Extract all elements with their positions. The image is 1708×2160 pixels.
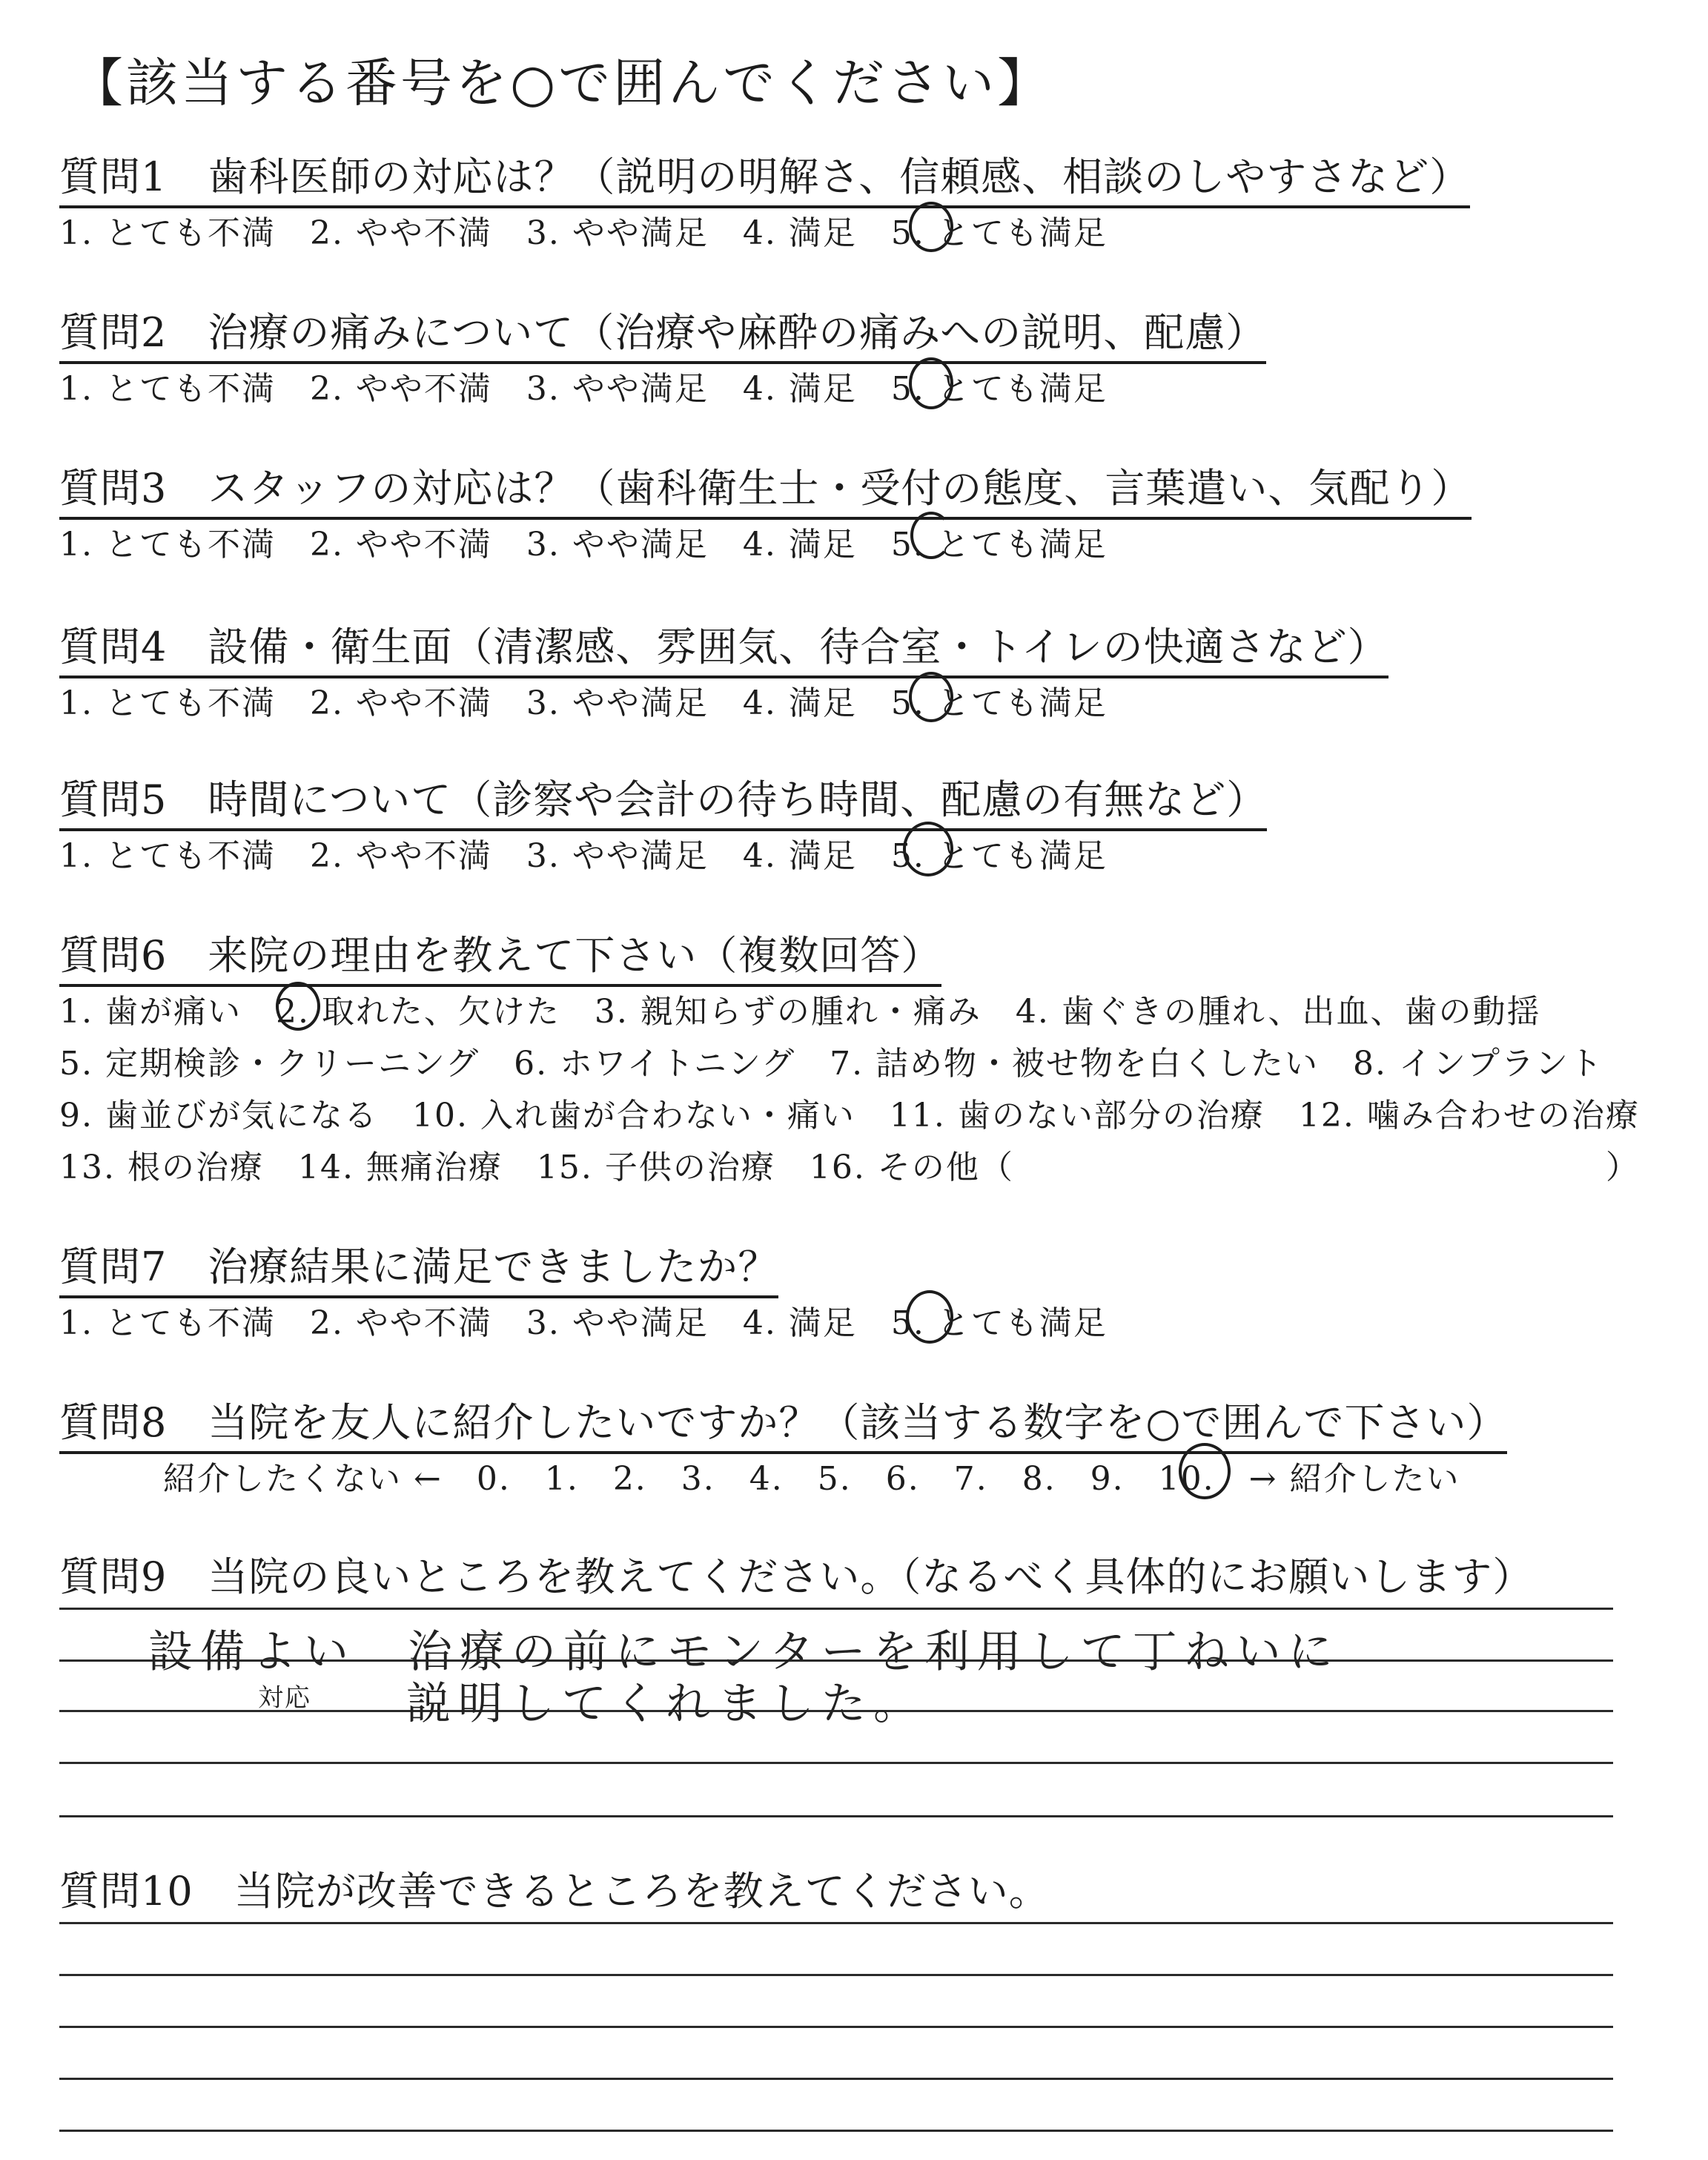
question-6-other-close: ）: [1606, 1149, 1640, 1186]
question-3-answer-circle: [910, 512, 952, 559]
question-7-options[interactable]: 1. とても不満 2. やや不満 3. やや満足 4. 満足 5. とても満足: [59, 1304, 1108, 1342]
question-2-options[interactable]: 1. とても不満 2. やや不満 3. やや満足 4. 満足 5. とても満足: [59, 370, 1108, 408]
question-3-options[interactable]: 1. とても不満 2. やや不満 3. やや満足 4. 満足 5. とても満足: [59, 526, 1108, 564]
question-9-text: 質問9 当院の良いところを教えてください。（なるべく具体的にお願いします）: [59, 1553, 1534, 1600]
question-8-answer-circle: [1179, 1443, 1231, 1499]
question-8-text: 質問8 当院を友人に紹介したいですか？（該当する数字を○で囲んで下さい）: [59, 1391, 1507, 1454]
question-1-text: 質問1 歯科医師の対応は？（説明の明解さ、信頼感、相談のしやすさなど）: [59, 145, 1470, 208]
question-1-answer-circle: [909, 202, 953, 252]
question-1-options[interactable]: 1. とても不満 2. やや不満 3. やや満足 4. 満足 5. とても満足: [59, 214, 1108, 252]
question-9-handwritten-line-1: 設備よい 治療の前にモンターを利用して丁ねいに: [148, 1626, 1340, 1678]
answer-line: [59, 2026, 1613, 2028]
question-6-text: 質問6 来院の理由を教えて下さい（複数回答）: [59, 924, 941, 987]
question-2-text: 質問2 治療の痛みについて（治療や麻酔の痛みへの説明、配慮）: [59, 301, 1266, 364]
question-7-answer-circle: [906, 1290, 953, 1344]
answer-line: [59, 1815, 1613, 1817]
question-6-line-1[interactable]: 1. 歯が痛い 2. 取れた、欠けた 3. 親知らずの腫れ・痛み 4. 歯ぐきの腫れ、出血、歯の動揺: [59, 993, 1541, 1031]
answer-line: [59, 1762, 1613, 1764]
question-5-text: 質問5 時間について（診察や会計の待ち時間、配慮の有無など）: [59, 768, 1267, 831]
answer-line: [59, 1608, 1613, 1610]
question-6-line-4[interactable]: 13. 根の治療 14. 無痛治療 15. 子供の治療 16. その他（: [59, 1149, 1014, 1186]
question-7-text: 質問7 治療結果に満足できましたか？: [59, 1235, 778, 1298]
question-9-handwritten-insert: 対応: [258, 1683, 311, 1713]
page-title: 【該当する番号を○で囲んでください】: [71, 53, 1053, 113]
question-4-answer-circle: [909, 672, 953, 722]
question-5-answer-circle: [903, 822, 953, 876]
answer-line: [59, 2078, 1613, 2080]
question-10-text: 質問10 当院が改善できるところを教えてください。: [59, 1868, 1050, 1915]
question-5-options[interactable]: 1. とても不満 2. やや不満 3. やや満足 4. 満足 5. とても満足: [59, 837, 1108, 875]
question-4-options[interactable]: 1. とても不満 2. やや不満 3. やや満足 4. 満足 5. とても満足: [59, 684, 1108, 722]
question-2-answer-circle: [909, 357, 953, 409]
question-9-handwritten-line-2: 説明してくれました。: [406, 1678, 925, 1730]
question-6-answer-circle: [276, 982, 320, 1031]
question-3-text: 質問3 スタッフの対応は？（歯科衛生士・受付の態度、言葉遣い、気配り）: [59, 457, 1472, 520]
answer-line: [59, 2130, 1613, 2132]
answer-line: [59, 1974, 1613, 1976]
answer-line: [59, 1922, 1613, 1924]
question-8-scale[interactable]: 紹介したくない ← 0. 1. 2. 3. 4. 5. 6. 7. 8. 9. 10. → 紹介したい: [163, 1460, 1460, 1498]
question-6-line-3[interactable]: 9. 歯並びが気になる 10. 入れ歯が合わない・痛い 11. 歯のない部分の治療 12. 噛み合わせの治療: [59, 1097, 1640, 1135]
question-6-line-2[interactable]: 5. 定期検診・クリーニング 6. ホワイトニング 7. 詰め物・被せ物を白くしたい 8. インプラント: [59, 1045, 1604, 1083]
question-4-text: 質問4 設備・衛生面（清潔感、雰囲気、待合室・トイレの快適さなど）: [59, 615, 1388, 678]
